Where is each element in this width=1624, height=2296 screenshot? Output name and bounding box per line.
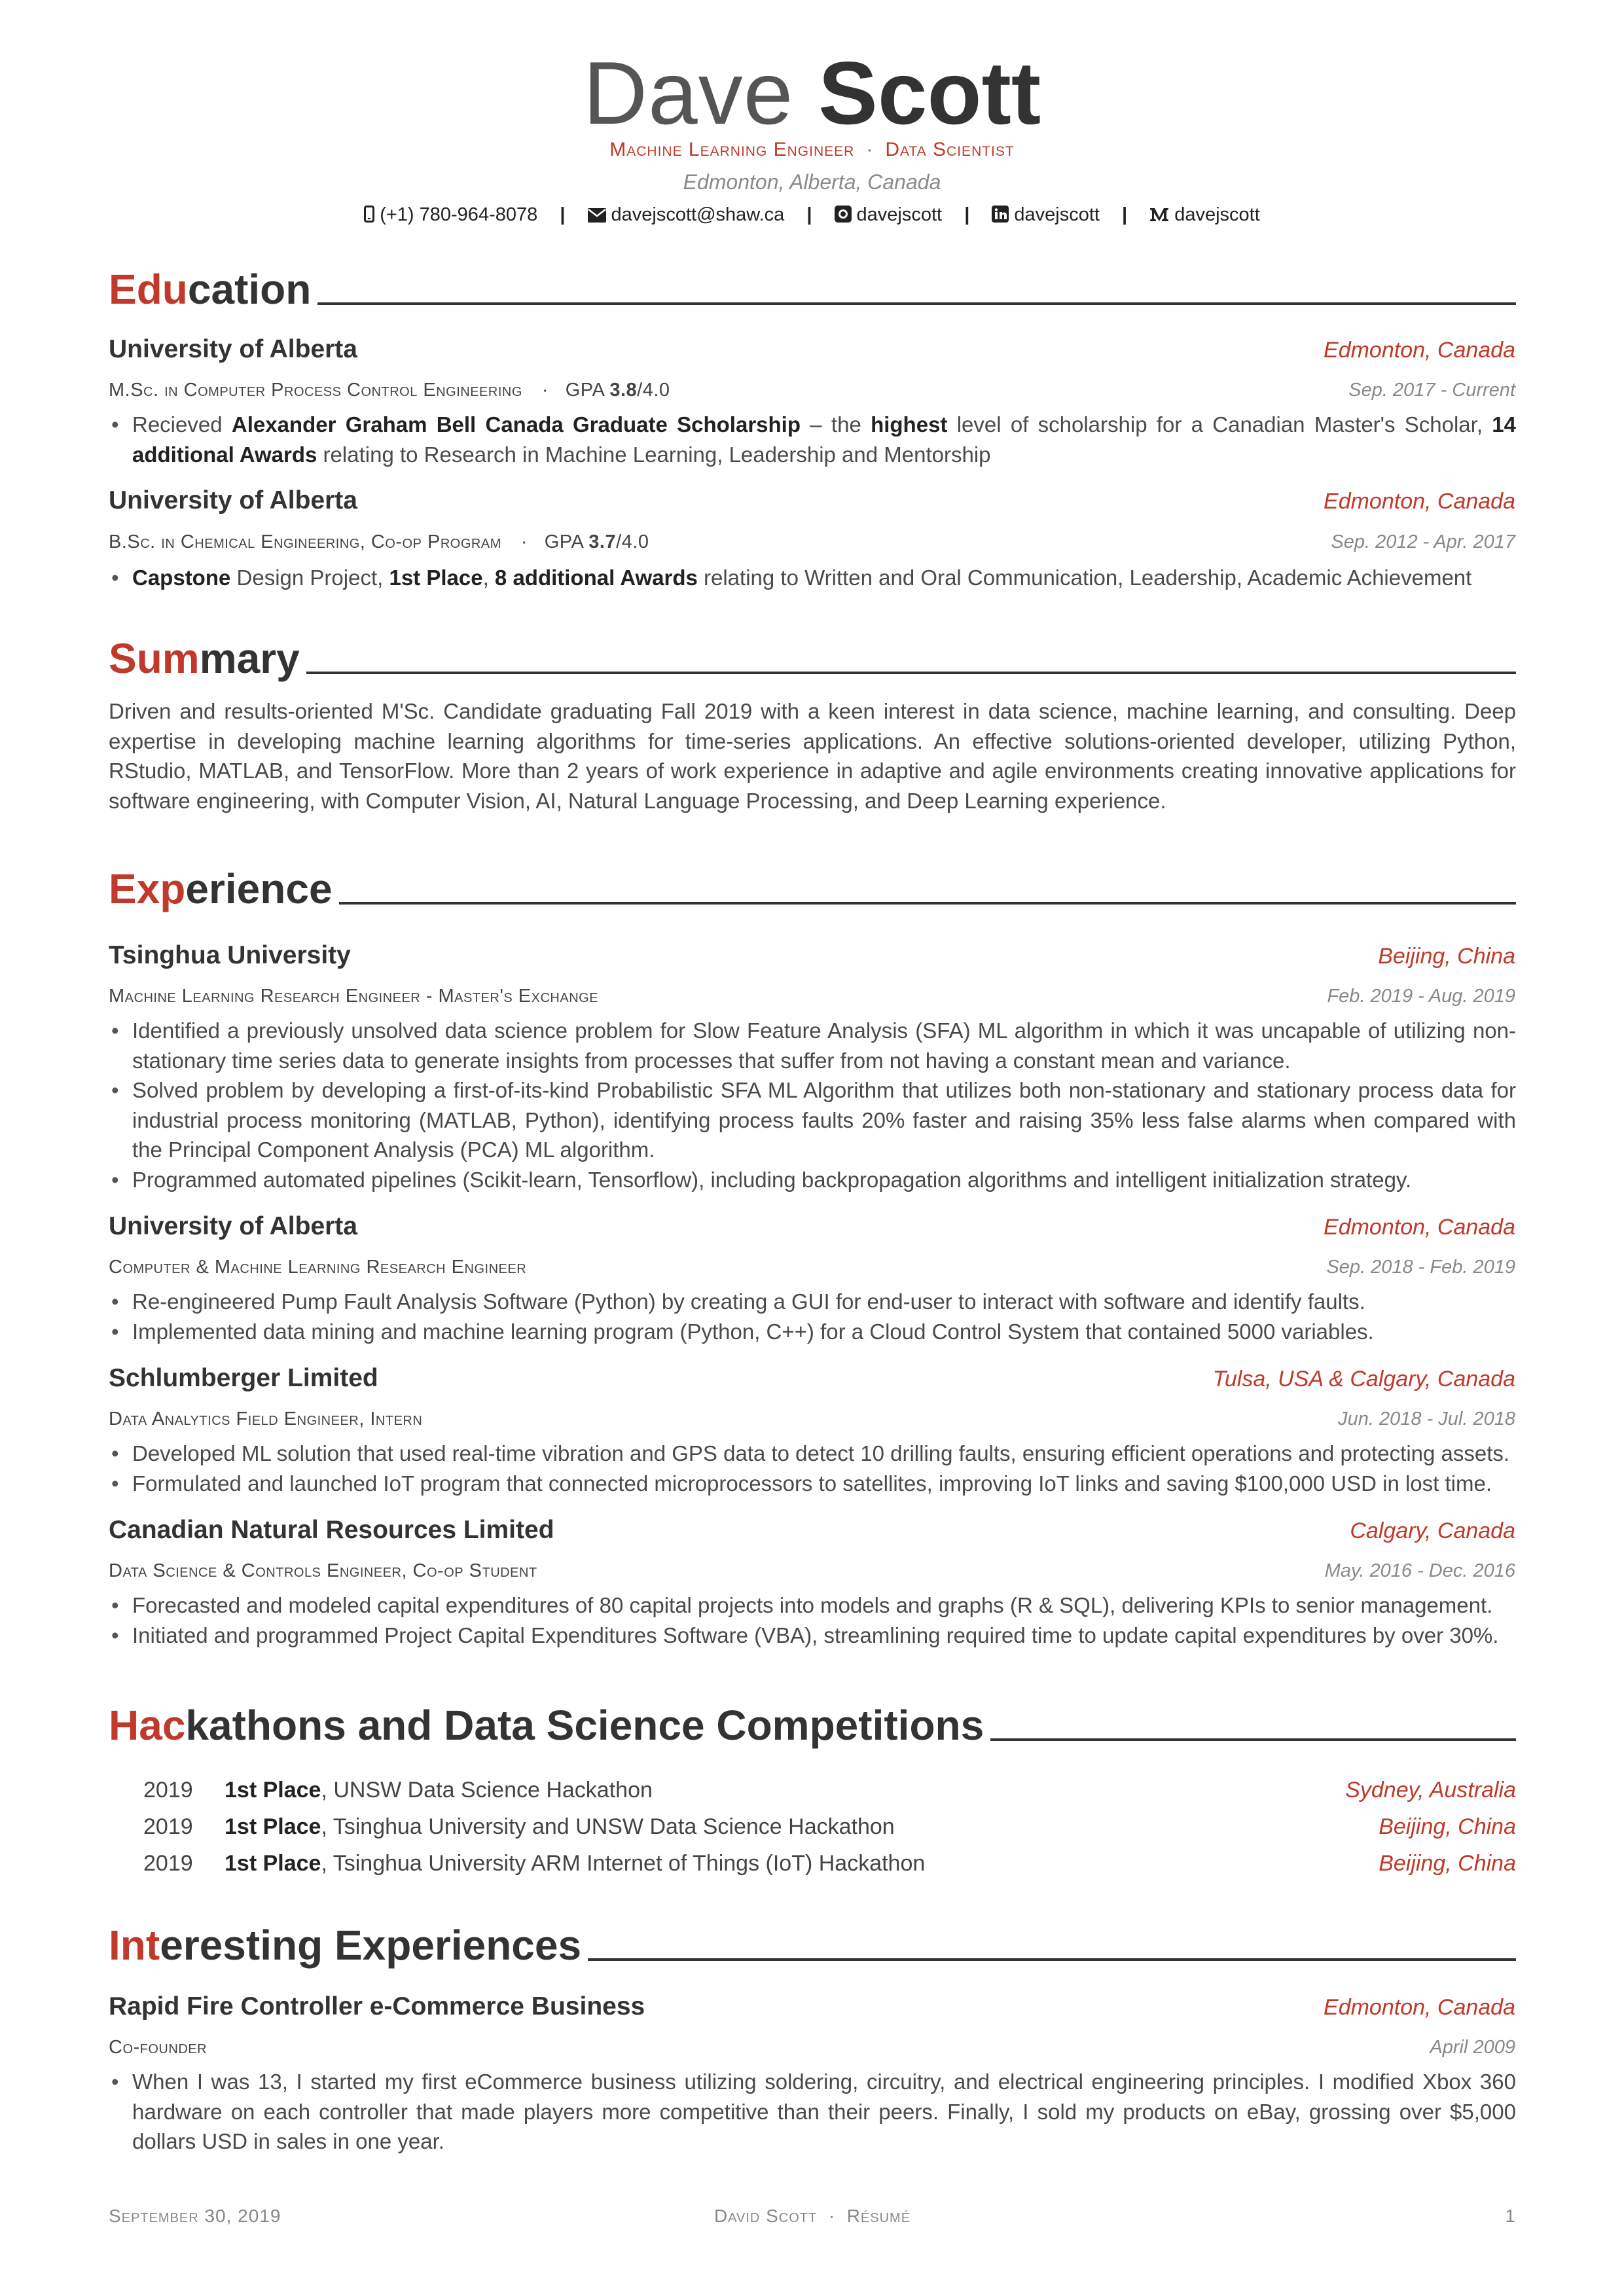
contact-linkedin[interactable]: davejscott xyxy=(992,204,1100,226)
experience-3-location: Tulsa, USA & Calgary, Canada xyxy=(1212,1367,1515,1391)
contact-separator: | xyxy=(806,204,812,225)
list-item: • Initiated and programmed Project Capital Expenditures Software (VBA), streamlining required time to update capital expenditures by over 30%. xyxy=(109,1621,1516,1651)
hackathon-year: 2019 xyxy=(143,1814,193,1839)
contact-medium[interactable]: davejscott xyxy=(1149,204,1260,226)
interesting-1-org: Rapid Fire Controller e-Commerce Business xyxy=(109,1992,645,2020)
education-1-location: Edmonton, Canada xyxy=(1324,338,1515,363)
header-location: Edmonton, Alberta, Canada xyxy=(683,170,941,194)
contact-phone[interactable]: (+1) 780-964-8078 xyxy=(364,204,537,226)
interesting-section-title: Interesting Experiences xyxy=(109,1922,582,1969)
hackathon-location: Sydney, Australia xyxy=(1345,1778,1516,1803)
interesting-section-header xyxy=(109,1918,1516,1970)
contact-bar xyxy=(0,204,1624,226)
experience-1-bullets xyxy=(109,1016,1516,1194)
interesting-1-dates: April 2009 xyxy=(1430,2037,1515,2058)
linkedin-icon xyxy=(992,206,1009,223)
section-divider xyxy=(588,1958,1516,1961)
hackathon-row xyxy=(109,1851,1516,1881)
footer-date: September 30, 2019 xyxy=(109,2206,281,2226)
education-1-dates: Sep. 2017 - Current xyxy=(1348,380,1515,401)
github-icon xyxy=(835,206,852,223)
hackathon-row xyxy=(109,1778,1516,1808)
education-section-title: Education xyxy=(109,266,312,313)
interesting-1-location: Edmonton, Canada xyxy=(1324,1995,1515,2020)
list-item: • Formulated and launched IoT program that connected microprocessors to satellites, improving IoT links and saving $100,000 USD in lost time. xyxy=(109,1469,1516,1499)
page-footer xyxy=(109,2206,1516,2232)
list-item: • Developed ML solution that used real-time vibration and GPS data to detect 10 drilling faults, ensuring efficient operations and protecting assets. xyxy=(109,1439,1516,1469)
list-item: • Identified a previously unsolved data science problem for Slow Feature Analysis (SFA) ML algorithm in which it was uncapable of utilizing non-stationary time series data to generate insights from processes that suffer from not having a constant mean and variance. xyxy=(109,1016,1516,1075)
hackathons-section-header xyxy=(109,1698,1516,1750)
role-separator: · xyxy=(866,139,874,160)
role-1: Machine Learning Engineer xyxy=(609,139,855,160)
experience-2-org: University of Alberta xyxy=(109,1212,357,1240)
experience-section-title: Experience xyxy=(109,865,333,912)
hackathon-location: Beijing, China xyxy=(1379,1814,1516,1839)
experience-2-position: Computer & Machine Learning Research Engineer xyxy=(109,1257,527,1278)
experience-section-header xyxy=(109,861,1516,914)
hackathon-title: 1st Place, Tsinghua University and UNSW Data Science Hackathon xyxy=(225,1814,895,1839)
experience-4-org: Canadian Natural Resources Limited xyxy=(109,1516,554,1544)
medium-icon xyxy=(1149,207,1169,223)
experience-4-position: Data Science & Controls Engineer, Co-op Student xyxy=(109,1560,537,1581)
section-divider xyxy=(990,1738,1516,1741)
experience-4-dates: May. 2016 - Dec. 2016 xyxy=(1324,1560,1515,1581)
experience-1-org: Tsinghua University xyxy=(109,941,351,969)
education-2-bullets xyxy=(109,563,1516,593)
hackathon-location: Beijing, China xyxy=(1379,1851,1516,1876)
candidate-name xyxy=(0,41,1624,145)
hackathon-title: 1st Place, UNSW Data Science Hackathon xyxy=(225,1778,653,1803)
list-item: • Recieved Alexander Graham Bell Canada Graduate Scholarship – the highest level of scholarship for a Canadian Master's Scholar, 14 additional Awards relating to Research in Machine Learning, Leadership and Mentorship xyxy=(109,410,1516,469)
contact-separator: | xyxy=(1122,204,1128,225)
contact-separator: | xyxy=(560,204,566,225)
experience-3-org: Schlumberger Limited xyxy=(109,1364,378,1392)
experience-2-bullets xyxy=(109,1287,1516,1346)
contact-separator: | xyxy=(964,204,970,225)
hackathon-title: 1st Place, Tsinghua University ARM Internet of Things (IoT) Hackathon xyxy=(225,1851,926,1876)
experience-1-position: Machine Learning Research Engineer - Master's Exchange xyxy=(109,986,599,1007)
list-item: • Solved problem by developing a first-of-its-kind Probabilistic SFA ML Algorithm that utilizes both non-stationary and stationary process data for industrial process monitoring (MATLAB, Python), identifying process faults 20% faster and raising 35% less false alarms when compared with the Principal Component Analysis (PCA) ML algorithm. xyxy=(109,1075,1516,1165)
interesting-1-position: Co-founder xyxy=(109,2037,208,2058)
experience-1-dates: Feb. 2019 - Aug. 2019 xyxy=(1327,986,1515,1007)
education-2-degree: B.Sc. in Chemical Engineering, Co-op Program · GPA 3.7/4.0 xyxy=(109,531,649,552)
first-name: Dave xyxy=(583,43,794,143)
contact-github[interactable]: davejscott xyxy=(835,204,943,226)
list-item: • Capstone Design Project, 1st Place, 8 additional Awards relating to Written and Oral Communication, Leadership, Academic Achievement xyxy=(109,563,1516,593)
page-number: 1 xyxy=(1505,2206,1516,2226)
experience-4-location: Calgary, Canada xyxy=(1350,1518,1515,1543)
list-item: • Programmed automated pipelines (Scikit-learn, Tensorflow), including backpropagation algorithms and intelligent initialization strategy. xyxy=(109,1165,1516,1195)
education-2-location: Edmonton, Canada xyxy=(1324,489,1515,514)
hackathon-row xyxy=(109,1814,1516,1844)
section-divider xyxy=(317,302,1516,305)
education-1-bullets xyxy=(109,410,1516,469)
summary-text: Driven and results-oriented M'Sc. Candidate graduating Fall 2019 with a keen interest in data science, machine learning, and consulting. Deep expertise in developing machine learning algorithms for time-series applications. An effective solutions-oriented developer, utilizing Python, RStudio, MATLAB, and TensorFlow. More than 2 years of work experience in adaptive and agile environments creating innovative applications for software engineering, with Computer Vision, AI, Natural Language Processing, and Deep Learning experience. xyxy=(109,699,1516,813)
list-item: • Implemented data mining and machine learning program (Python, C++) for a Cloud Control System that contained 5000 variables. xyxy=(109,1317,1516,1347)
list-item: • Forecasted and modeled capital expenditures of 80 capital projects into models and graphs (R & SQL), delivering KPIs to senior management. xyxy=(109,1590,1516,1621)
roles-line xyxy=(0,139,1624,161)
envelope-icon xyxy=(588,208,606,223)
list-item: • When I was 13, I started my first eCommerce business utilizing soldering, circuitry, and electrical engineering principles. I modified Xbox 360 hardware on each controller that made players more competitive than their peers. Finally, I sold my products on eBay, grossing over $5,000 dollars USD in sales in one year. xyxy=(109,2067,1516,2157)
summary-section-header xyxy=(109,631,1516,683)
hackathon-year: 2019 xyxy=(143,1851,193,1876)
contact-email[interactable]: davejscott@shaw.ca xyxy=(588,204,785,226)
footer-title: David Scott · Résumé xyxy=(713,2206,911,2226)
section-divider xyxy=(339,902,1516,905)
experience-3-position: Data Analytics Field Engineer, Intern xyxy=(109,1408,423,1429)
summary-section-title: Summary xyxy=(109,635,300,682)
experience-3-dates: Jun. 2018 - Jul. 2018 xyxy=(1338,1408,1515,1429)
last-name: Scott xyxy=(818,43,1041,143)
education-1-org: University of Alberta xyxy=(109,335,357,363)
experience-2-location: Edmonton, Canada xyxy=(1324,1215,1515,1240)
experience-2-dates: Sep. 2018 - Feb. 2019 xyxy=(1326,1257,1515,1278)
section-divider xyxy=(306,672,1516,674)
list-item: • Re-engineered Pump Fault Analysis Software (Python) by creating a GUI for end-user to interact with software and identify faults. xyxy=(109,1287,1516,1317)
mobile-phone-icon xyxy=(364,206,374,223)
experience-1-location: Beijing, China xyxy=(1378,944,1515,969)
hackathon-year: 2019 xyxy=(143,1778,193,1803)
interesting-1-bullets xyxy=(109,2067,1516,2157)
education-section-header xyxy=(109,262,1516,314)
education-2-dates: Sep. 2012 - Apr. 2017 xyxy=(1331,531,1515,552)
experience-3-bullets xyxy=(109,1439,1516,1498)
hackathons-section-title: Hackathons and Data Science Competitions xyxy=(109,1702,984,1749)
education-2-org: University of Alberta xyxy=(109,486,357,514)
experience-4-bullets xyxy=(109,1590,1516,1650)
education-1-degree: M.Sc. in Computer Process Control Engineering · GPA 3.8/4.0 xyxy=(109,380,670,401)
role-2: Data Scientist xyxy=(885,139,1015,160)
